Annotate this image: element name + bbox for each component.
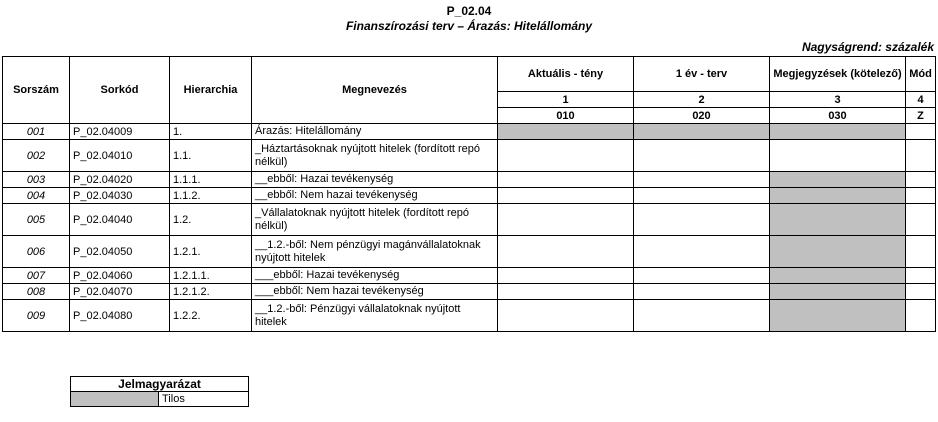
cell-mod[interactable] <box>906 140 936 172</box>
col-code-030: 030 <box>770 108 906 124</box>
cell-030-forbidden <box>770 188 906 204</box>
legend-gray-label: Tilos <box>159 392 249 407</box>
cell-mod[interactable] <box>906 284 936 300</box>
row-hierarchia: 1.2.1.1. <box>170 268 252 284</box>
row-megnevezes: ___ebből: Hazai tevékenység <box>252 268 498 284</box>
col-code-020: 020 <box>634 108 770 124</box>
cell-010-forbidden <box>498 124 634 140</box>
row-megnevezes: __1.2.-ből: Nem pénzügyi magánvállalatoknak nyújtott hitelek <box>252 236 498 268</box>
report-subtitle: Finanszírozási terv – Árazás: Hitelállomány <box>345 19 593 33</box>
cell-010[interactable] <box>498 172 634 188</box>
cell-020[interactable] <box>634 284 770 300</box>
header-hierarchia: Hierarchia <box>170 57 252 124</box>
cell-030[interactable] <box>770 140 906 172</box>
row-megnevezes: _Vállalatoknak nyújtott hitelek (fordított repó nélkül) <box>252 204 498 236</box>
cell-010[interactable] <box>498 300 634 332</box>
row-sorszam: 003 <box>3 172 70 188</box>
cell-010[interactable] <box>498 284 634 300</box>
row-sorszam: 001 <box>3 124 70 140</box>
row-sorszam: 004 <box>3 188 70 204</box>
row-hierarchia: 1.1. <box>170 140 252 172</box>
header-sorszam: Sorszám <box>3 57 70 124</box>
row-sorkod: P_02.04060 <box>70 268 170 284</box>
row-sorkod: P_02.04070 <box>70 284 170 300</box>
row-hierarchia: 1. <box>170 124 252 140</box>
header-aktualis-teny: Aktuális - tény <box>498 57 634 92</box>
row-sorkod: P_02.04020 <box>70 172 170 188</box>
row-sorkod: P_02.04050 <box>70 236 170 268</box>
legend-table <box>70 376 249 407</box>
table-row <box>3 236 936 268</box>
cell-mod[interactable] <box>906 300 936 332</box>
header-mod: Mód <box>906 57 936 92</box>
col-code-010: 010 <box>498 108 634 124</box>
cell-mod[interactable] <box>906 236 936 268</box>
cell-010[interactable] <box>498 204 634 236</box>
col-number-1: 1 <box>498 92 634 108</box>
row-hierarchia: 1.2. <box>170 204 252 236</box>
cell-020[interactable] <box>634 268 770 284</box>
unit-label: Nagyságrend: százalék <box>801 40 934 54</box>
legend-gray-swatch <box>71 392 159 407</box>
row-megnevezes: _Háztartásoknak nyújtott hitelek (fordított repó nélkül) <box>252 140 498 172</box>
table-row <box>3 268 936 284</box>
cell-030-forbidden <box>770 284 906 300</box>
row-megnevezes: __ebből: Hazai tevékenység <box>252 172 498 188</box>
finance-plan-table <box>2 56 936 332</box>
table-row <box>3 140 936 172</box>
cell-020[interactable] <box>634 236 770 268</box>
cell-mod[interactable] <box>906 188 936 204</box>
legend-title: Jelmagyarázat <box>71 377 249 392</box>
cell-030-forbidden <box>770 124 906 140</box>
col-number-4: 4 <box>906 92 936 108</box>
cell-020[interactable] <box>634 204 770 236</box>
row-sorkod: P_02.04030 <box>70 188 170 204</box>
cell-010[interactable] <box>498 140 634 172</box>
table-row <box>3 172 936 188</box>
row-sorkod: P_02.04009 <box>70 124 170 140</box>
row-hierarchia: 1.2.1. <box>170 236 252 268</box>
row-sorszam: 005 <box>3 204 70 236</box>
cell-020[interactable] <box>634 188 770 204</box>
row-megnevezes: Árazás: Hitelállomány <box>252 124 498 140</box>
header-megnevezes: Megnevezés <box>252 57 498 124</box>
row-sorkod: P_02.04010 <box>70 140 170 172</box>
cell-mod[interactable] <box>906 124 936 140</box>
table-row <box>3 124 936 140</box>
table-row <box>3 188 936 204</box>
cell-020[interactable] <box>634 300 770 332</box>
cell-mod[interactable] <box>906 204 936 236</box>
cell-020[interactable] <box>634 140 770 172</box>
row-megnevezes: __ebből: Nem hazai tevékenység <box>252 188 498 204</box>
row-hierarchia: 1.2.2. <box>170 300 252 332</box>
report-code-title: P_02.04 <box>446 4 492 18</box>
table-row <box>3 284 936 300</box>
col-number-3: 3 <box>770 92 906 108</box>
row-hierarchia: 1.2.1.2. <box>170 284 252 300</box>
cell-010[interactable] <box>498 188 634 204</box>
cell-030-forbidden <box>770 268 906 284</box>
cell-030-forbidden <box>770 300 906 332</box>
row-sorkod: P_02.04040 <box>70 204 170 236</box>
cell-030-forbidden <box>770 236 906 268</box>
row-hierarchia: 1.1.1. <box>170 172 252 188</box>
row-sorszam: 009 <box>3 300 70 332</box>
col-code-z: Z <box>906 108 936 124</box>
cell-030-forbidden <box>770 204 906 236</box>
header-megjegyzesek: Megjegyzések (kötelező) <box>770 57 906 92</box>
table-row <box>3 204 936 236</box>
cell-mod[interactable] <box>906 172 936 188</box>
col-number-2: 2 <box>634 92 770 108</box>
row-megnevezes: ___ebből: Nem hazai tevékenység <box>252 284 498 300</box>
header-sorkod: Sorkód <box>70 57 170 124</box>
row-sorkod: P_02.04080 <box>70 300 170 332</box>
row-sorszam: 002 <box>3 140 70 172</box>
cell-020[interactable] <box>634 172 770 188</box>
row-hierarchia: 1.1.2. <box>170 188 252 204</box>
row-sorszam: 007 <box>3 268 70 284</box>
row-sorszam: 008 <box>3 284 70 300</box>
cell-010[interactable] <box>498 268 634 284</box>
cell-030-forbidden <box>770 172 906 188</box>
cell-020-forbidden <box>634 124 770 140</box>
header-1ev-terv: 1 év - terv <box>634 57 770 92</box>
cell-010[interactable] <box>498 236 634 268</box>
cell-mod[interactable] <box>906 268 936 284</box>
row-megnevezes: __1.2.-ből: Pénzügyi vállalatoknak nyújtott hitelek <box>252 300 498 332</box>
row-sorszam: 006 <box>3 236 70 268</box>
table-row <box>3 300 936 332</box>
